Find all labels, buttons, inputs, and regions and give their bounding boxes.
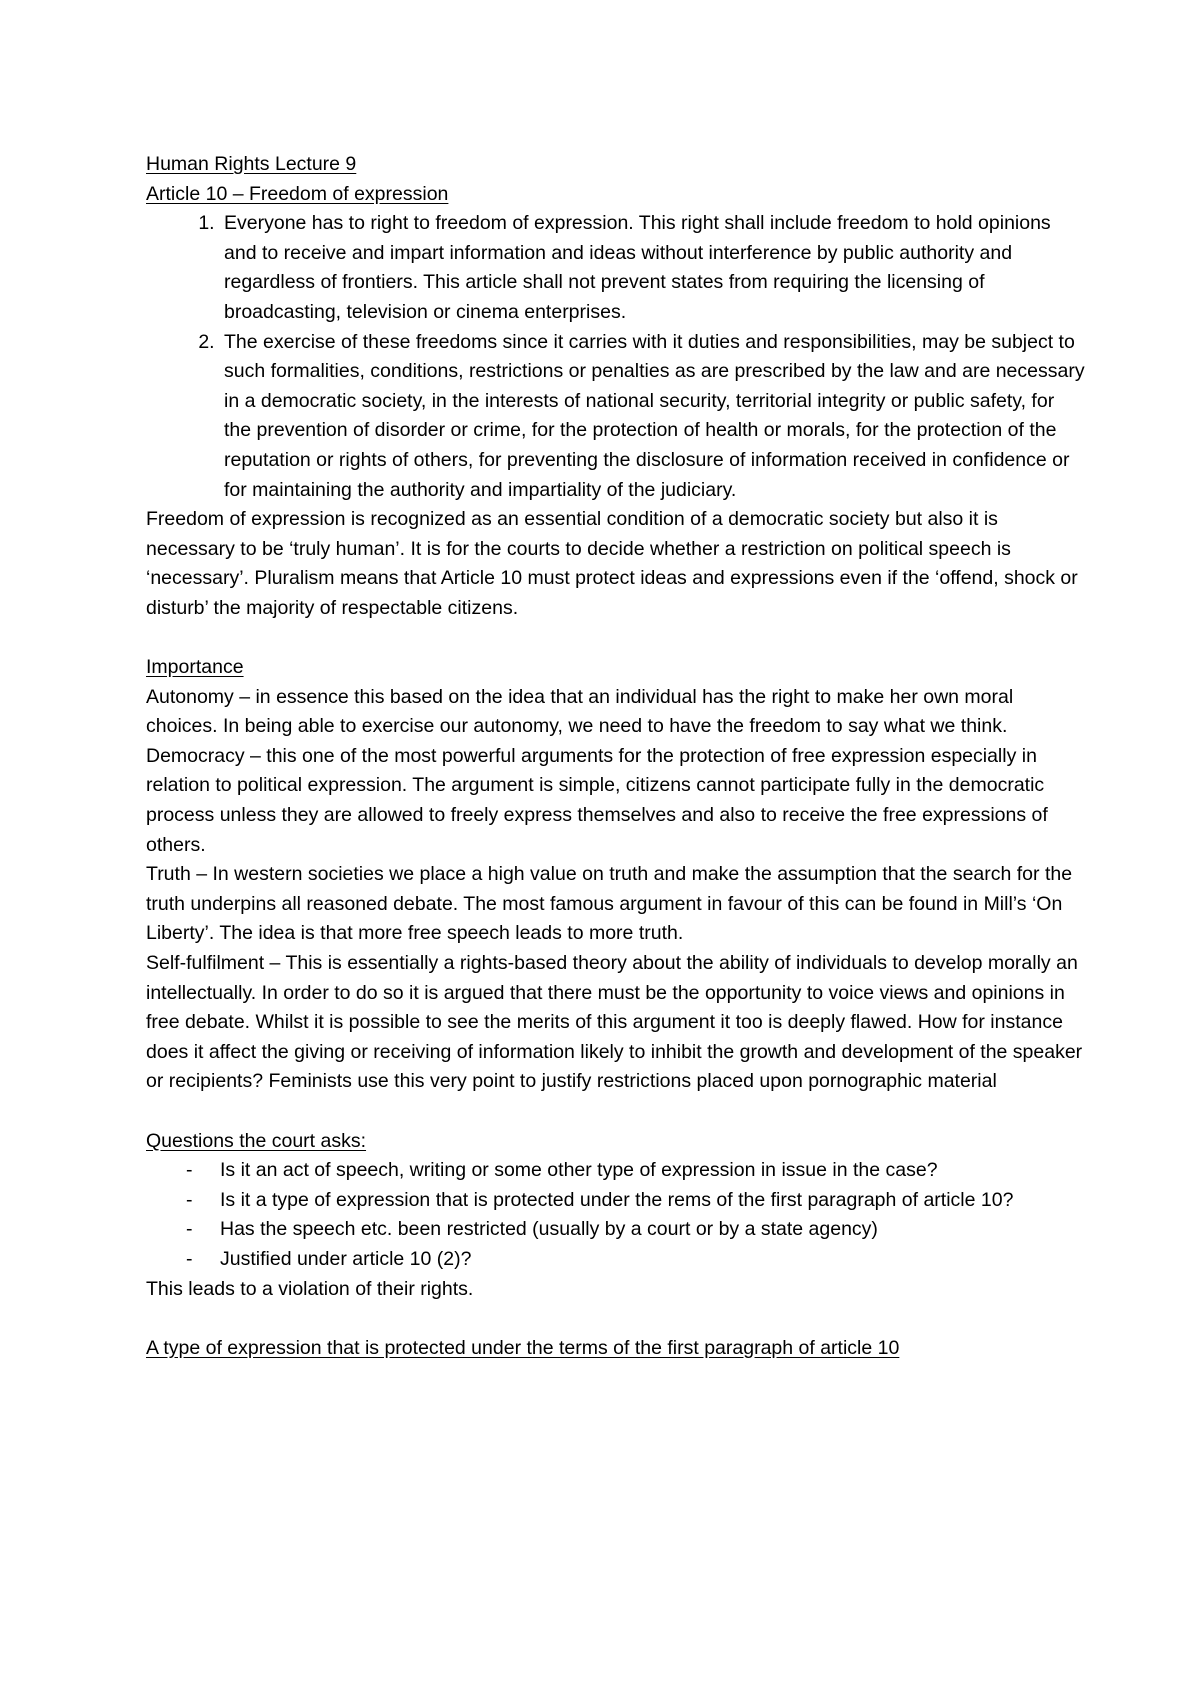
dash-bullet: - <box>186 1218 193 1241</box>
final-heading: A type of expression that is protected under the terms of the first paragraph of article 10 <box>146 1336 900 1359</box>
article-paragraph-list <box>146 209 1086 505</box>
article-paragraph-1: 1. Everyone has to right to freedom of expression. This right shall include freedom to hold opinions and to receive and impart information and ideas without interference by public authority and regardless of frontiers. This article shall not prevent states from requiring the licensing of broadcasting, television or cinema enterprises. <box>220 209 1086 327</box>
spacer <box>146 1304 1086 1334</box>
question-item <box>146 1215 1086 1245</box>
lecture-title: Human Rights Lecture 9 <box>146 153 357 175</box>
question-item <box>146 1156 1086 1186</box>
questions-list <box>146 1156 1086 1274</box>
questions-heading: Questions the court asks: <box>146 1129 367 1152</box>
document-page <box>146 150 1086 1363</box>
autonomy-paragraph: Autonomy – in essence this based on the idea that an individual has the right to make her own moral choices. In being able to exercise our autonomy, we need to have the freedom to say what we think. <box>146 685 1014 738</box>
spacer <box>146 1097 1086 1127</box>
question-text: Justified under article 10 (2)? <box>220 1247 472 1270</box>
question-item <box>146 1245 1086 1275</box>
truth-paragraph: Truth – In western societies we place a high value on truth and make the assumption that the search for the truth underpins all reasoned debate. The most famous argument in favour of this can be found in Mill’s ‘On Liberty’. The idea is that more free speech leads to more truth. <box>146 863 1073 945</box>
question-text: Has the speech etc. been restricted (usually by a court or by a state agency) <box>220 1218 878 1241</box>
intro-paragraph: Freedom of expression is recognized as an essential condition of a democratic society but also it is necessary to be ‘truly human’. It is for the courts to decide whether a restriction on political speech is ‘necessary’. Pluralism means that Article 10 must protect ideas and expressions even if the ‘offend, shock or disturb’ the majority of respectable citizens. <box>146 508 1078 619</box>
spacer <box>146 624 1086 654</box>
article-heading: Article 10 – Freedom of expression <box>146 182 449 205</box>
dash-bullet: - <box>186 1188 193 1211</box>
dash-bullet: - <box>186 1159 193 1182</box>
question-text: Is it a type of expression that is protected under the rems of the first paragraph of article 10? <box>220 1188 1014 1211</box>
democracy-paragraph: Democracy – this one of the most powerful arguments for the protection of free expression especially in relation to political expression. The argument is simple, citizens cannot participate fully in the democratic process unless they are allowed to freely express themselves and also to receive the free expressions of others. <box>146 744 1048 856</box>
article-paragraph-2: 2. The exercise of these freedoms since it carries with it duties and responsibilities, may be subject to such formalities, conditions, restrictions or penalties as are prescribed by the law and are necessary in a democratic society, in the interests of national security, territorial integrity or public safety, for the prevention of disorder or crime, for the protection of health or morals, for the protection of the reputation or rights of others, for preventing the disclosure of information received in confidence or for maintaining the authority and impartiality of the judiciary. <box>220 328 1086 506</box>
questions-conclusion: This leads to a violation of their rights. <box>146 1277 474 1300</box>
self-fulfilment-paragraph: Self-fulfilment – This is essentially a rights-based theory about the ability of individuals to develop morally an intellectually. In order to do so it is argued that there must be the opportunity to voice views and opinions in free debate. Whilst it is possible to see the merits of this argument it too is deeply flawed. How for instance does it affect the giving or receiving of information likely to inhibit the growth and development of the speaker or recipients? Feminists use this very point to justify restrictions placed upon pornographic material <box>146 952 1083 1093</box>
dash-bullet: - <box>186 1247 193 1270</box>
question-item <box>146 1186 1086 1216</box>
importance-heading: Importance <box>146 656 244 679</box>
question-text: Is it an act of speech, writing or some other type of expression in issue in the case? <box>220 1159 938 1182</box>
